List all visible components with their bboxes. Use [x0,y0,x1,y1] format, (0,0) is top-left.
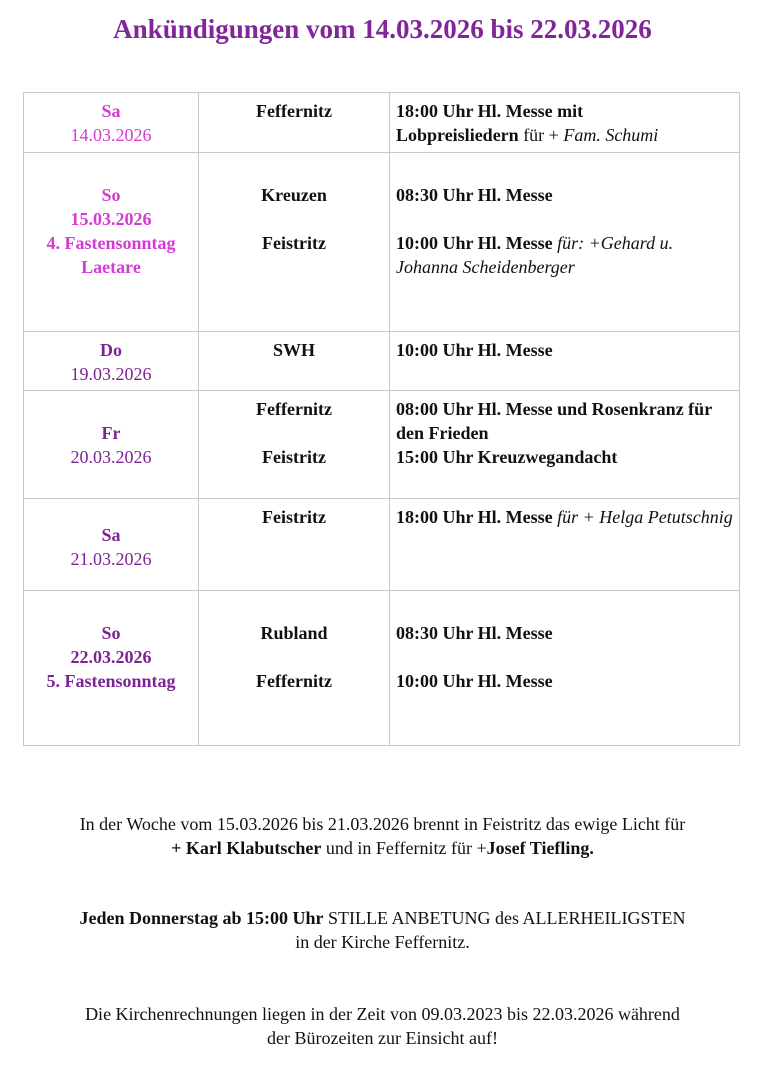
page-title: Ankündigungen vom 14.03.2026 bis 22.03.2026 [113,14,652,44]
event-detail: Lobpreisliedern [396,125,519,145]
weekday: Do [100,340,122,360]
events-cell [390,591,740,746]
day-cell [24,93,199,153]
table-row [24,153,740,332]
place-cell [199,391,390,499]
event-intention: Fam. Schumi [563,125,659,145]
day-cell [24,332,199,391]
table-row [24,591,740,746]
date: 14.03.2026 [70,125,152,145]
place: Feistritz [262,233,326,253]
event [396,231,733,279]
eternal-light-notice [20,812,745,860]
place: Feffernitz [256,671,332,691]
notice-text: STILLE ANBETUNG des ALLERHEILIGSTEN [323,908,686,928]
table-row [24,332,740,391]
event: 08:30 Uhr Hl. Messe [396,185,553,205]
place-cell [199,93,390,153]
events-cell [390,499,740,591]
place: Feffernitz [256,101,332,121]
weekday: Sa [101,525,121,545]
day-cell [24,153,199,332]
weekday: Sa [101,101,121,121]
place: Kreuzen [261,185,327,205]
events-cell [390,93,740,153]
event-time: 18:00 Uhr Hl. Messe [396,507,553,527]
accounts-notice [20,1002,745,1050]
date: 15.03.2026 [70,209,152,229]
place: Feistritz [262,447,326,467]
date: 19.03.2026 [70,364,152,384]
weekday: So [101,185,121,205]
weekday: So [101,623,121,643]
event: 10:00 Uhr Hl. Messe [396,340,553,360]
notice-text: der Bürozeiten zur Einsicht auf! [267,1028,498,1048]
day-extra: 4. Fastensonntag [46,233,176,253]
notice-time: Jeden Donnerstag ab 15:00 Uhr [79,908,324,928]
notice-text: In der Woche vom 15.03.2026 bis 21.03.2026 brennt in Feistritz das ewige Licht für [79,814,686,834]
event [396,99,733,147]
event: 15:00 Uhr Kreuzwegandacht [396,447,618,467]
day-cell [24,591,199,746]
place: Feistritz [262,507,326,527]
event: 08:30 Uhr Hl. Messe [396,623,553,643]
table-row [24,93,740,153]
event-time: 18:00 Uhr Hl. Messe mit [396,101,584,121]
events-cell [390,153,740,332]
notice-name: + Karl Klabutscher [171,838,322,858]
place-cell [199,591,390,746]
table-row [24,499,740,591]
date: 22.03.2026 [70,647,152,667]
notice-text: in der Kirche Feffernitz. [295,932,470,952]
place-cell [199,153,390,332]
notice-text: und in Feffernitz für + [321,838,487,858]
day-extra: Laetare [81,257,141,277]
events-cell [390,391,740,499]
event-for: für + [518,125,564,145]
place-cell [199,499,390,591]
event [396,505,733,529]
weekday: Fr [101,423,121,443]
notice-name: Josef Tiefling. [486,838,594,858]
event: 08:00 Uhr Hl. Messe und Rosenkranz für den Frieden [396,399,712,443]
events-cell [390,332,740,391]
date: 20.03.2026 [70,447,152,467]
place-cell [199,332,390,391]
date: 21.03.2026 [70,549,152,569]
table-row [24,391,740,499]
day-cell [24,391,199,499]
place: SWH [272,340,315,360]
event-intention: für: +Gehard u. Johanna Scheidenberger [396,233,674,277]
event: 10:00 Uhr Hl. Messe [396,671,553,691]
day-cell [24,499,199,591]
adoration-notice [20,906,745,954]
notice-text: Die Kirchenrechnungen liegen in der Zeit von 09.03.2023 bis 22.03.2026 während [85,1004,680,1024]
event-time: 10:00 Uhr Hl. Messe [396,233,553,253]
day-extra: 5. Fastensonntag [46,671,176,691]
place: Rubland [260,623,328,643]
place: Feffernitz [256,399,332,419]
event-intention: für + Helga Petutschnig [552,507,733,527]
schedule-table [23,92,740,746]
